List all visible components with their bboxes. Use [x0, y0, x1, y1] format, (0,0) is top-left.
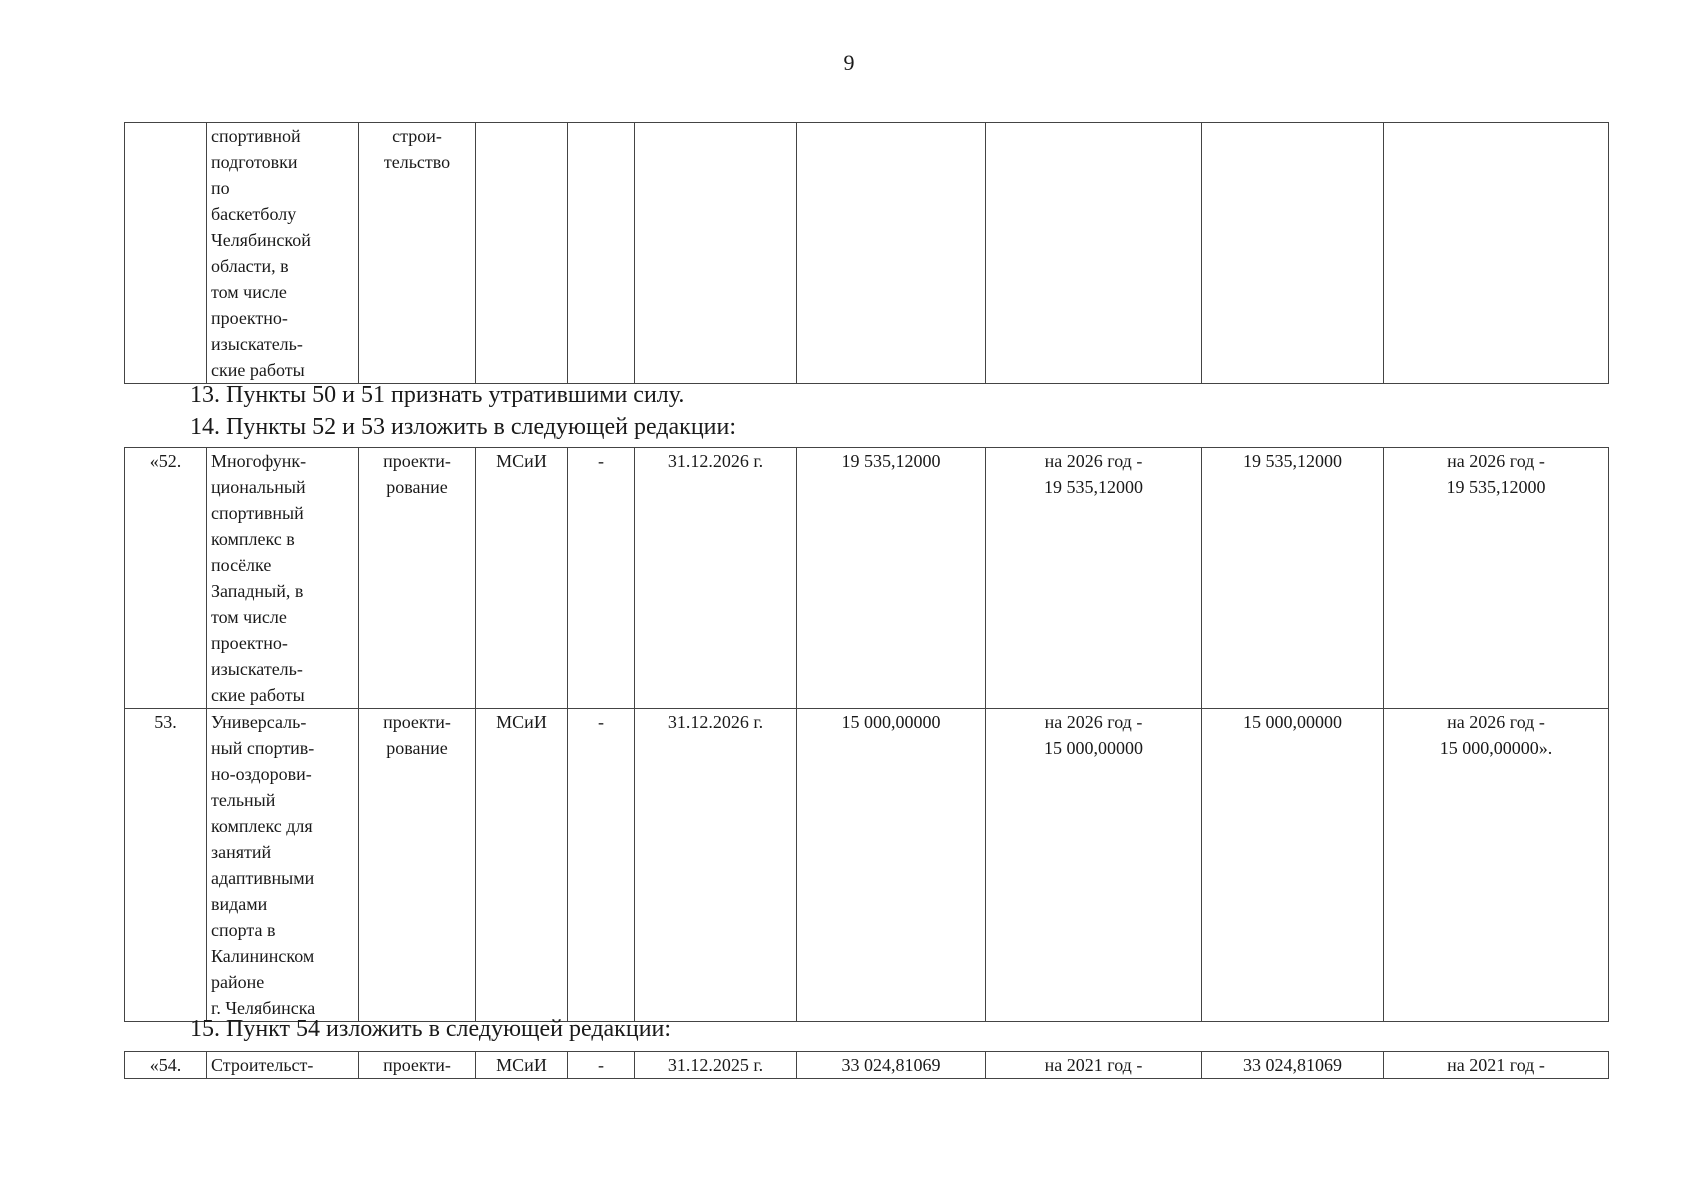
cell-cost-2: [1202, 123, 1384, 384]
table-row: [125, 1052, 1609, 1079]
cell-cost-by-year-2: на 2026 год - 19 535,12000: [1384, 448, 1609, 709]
cell-column-5: -: [568, 1052, 635, 1079]
cell-customer: МСиИ: [476, 448, 568, 709]
page-number: 9: [843, 50, 855, 75]
cell-deadline: 31.12.2026 г.: [635, 448, 797, 709]
cell-number: «52.: [125, 448, 207, 709]
cell-cost: 15 000,00000: [797, 709, 986, 1022]
paragraph-14: 14. Пункты 52 и 53 изложить в следующей редакции:: [190, 414, 737, 440]
cell-cost-by-year: на 2026 год - 19 535,12000: [986, 448, 1202, 709]
cell-column-5: -: [568, 448, 635, 709]
cell-cost-by-year: на 2021 год -: [986, 1052, 1202, 1079]
cell-cost: [797, 123, 986, 384]
cell-deadline: 31.12.2025 г.: [635, 1052, 797, 1079]
cell-object-name: спортивной подготовки по баскетболу Челябинской области, в том числе проектно- изыскатель- ские работы: [207, 123, 359, 384]
cell-cost-by-year: [986, 123, 1202, 384]
cell-object-name: Универсаль- ный спортив- но-оздорови- тельный комплекс для занятий адаптивными видами спорта в Калининском районе г. Челябинска: [207, 709, 359, 1022]
cell-cost: 19 535,12000: [797, 448, 986, 709]
cell-number: 53.: [125, 709, 207, 1022]
table-row: [125, 123, 1609, 384]
table-items-52-53: [124, 447, 1609, 1022]
cell-cost-2: 33 024,81069: [1202, 1052, 1384, 1079]
cell-deadline: [635, 123, 797, 384]
cell-object-name: Многофунк- циональный спортивный комплекс в посёлке Западный, в том числе проектно- изыскатель- ские работы: [207, 448, 359, 709]
cell-cost-by-year-2: [1384, 123, 1609, 384]
cell-cost-by-year: на 2026 год - 15 000,00000: [986, 709, 1202, 1022]
cell-customer: МСиИ: [476, 709, 568, 1022]
cell-customer: МСиИ: [476, 1052, 568, 1079]
cell-cost-2: 19 535,12000: [1202, 448, 1384, 709]
cell-cost-by-year-2: на 2026 год - 15 000,00000».: [1384, 709, 1609, 1022]
cell-work-type: проекти- рование: [359, 448, 476, 709]
cell-cost-by-year-2: на 2021 год -: [1384, 1052, 1609, 1079]
cell-number: «54.: [125, 1052, 207, 1079]
cell-column-5: -: [568, 709, 635, 1022]
cell-object-name: Строительст-: [207, 1052, 359, 1079]
table-row: [125, 448, 1609, 709]
cell-work-type: проекти- рование: [359, 709, 476, 1022]
paragraph-15: 15. Пункт 54 изложить в следующей редакции:: [190, 1016, 672, 1042]
cell-work-type: проекти-: [359, 1052, 476, 1079]
cell-customer: [476, 123, 568, 384]
cell-work-type: строи- тельство: [359, 123, 476, 384]
cell-number: [125, 123, 207, 384]
table-item-54: [124, 1051, 1609, 1079]
cell-deadline: 31.12.2026 г.: [635, 709, 797, 1022]
table-row: [125, 709, 1609, 1022]
cell-column-5: [568, 123, 635, 384]
paragraph-13: 13. Пункты 50 и 51 признать утратившими силу.: [190, 382, 685, 408]
table-continuation: [124, 122, 1609, 384]
cell-cost-2: 15 000,00000: [1202, 709, 1384, 1022]
cell-cost: 33 024,81069: [797, 1052, 986, 1079]
